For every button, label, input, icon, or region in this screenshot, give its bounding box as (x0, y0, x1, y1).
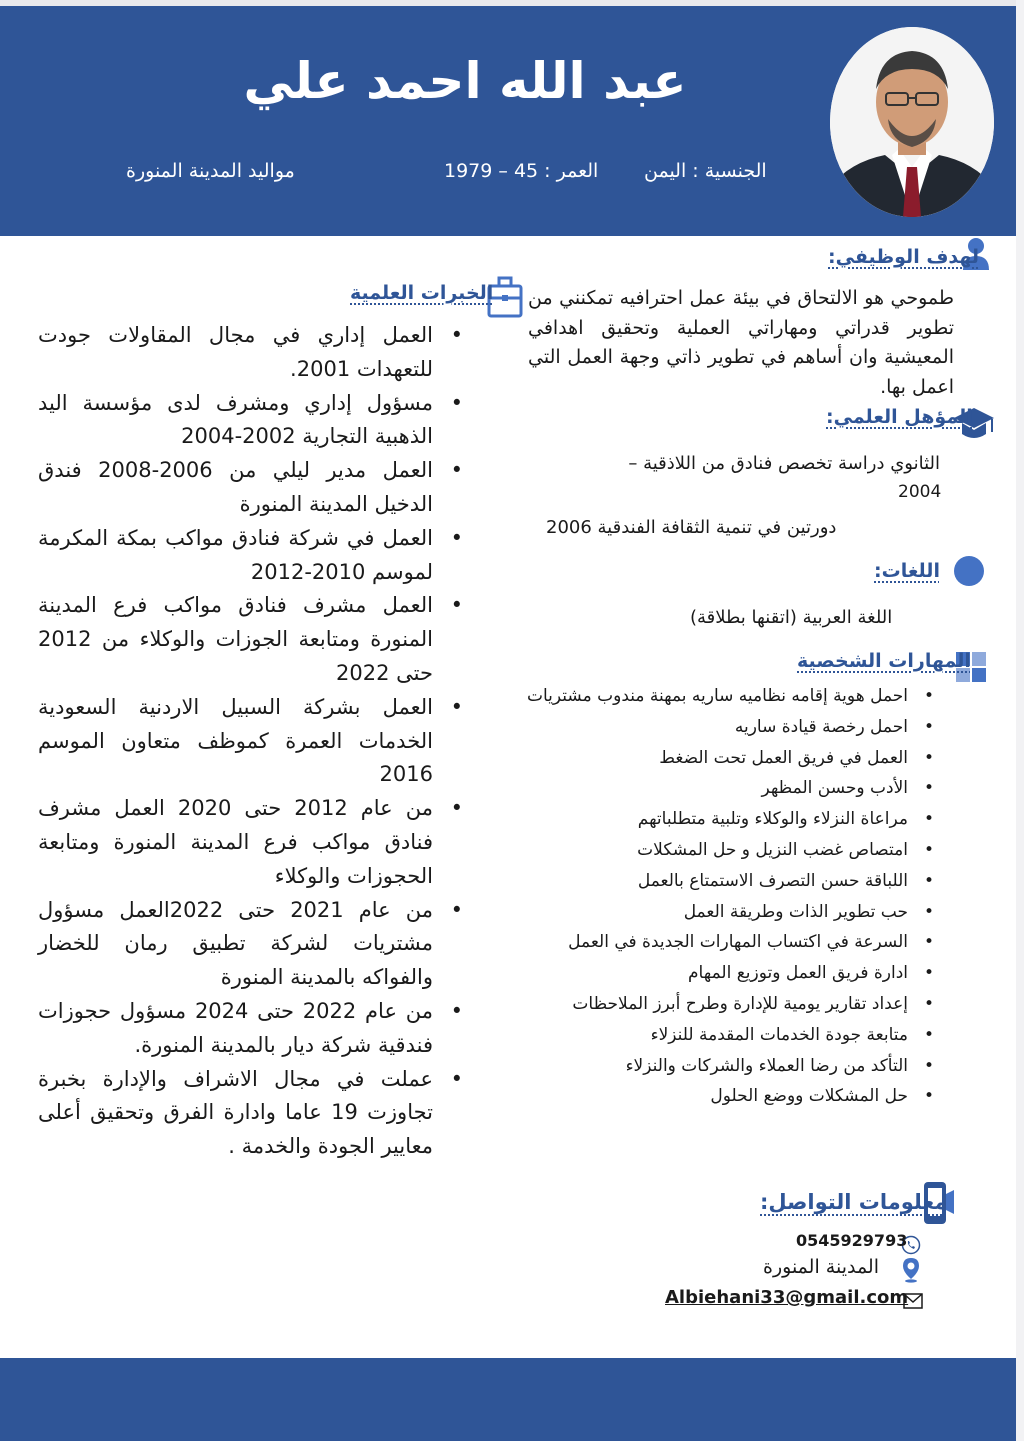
experience-list (38, 319, 473, 1164)
page-edge-right (1016, 0, 1024, 1441)
experience-item: • العمل إداري في مجال المقاولات جودت للتعهدات 2001. (38, 319, 473, 387)
skill-item: • متابعة جودة الخدمات المقدمة للنزلاء (525, 1020, 940, 1051)
age: العمر : 45 – 1979 (444, 160, 599, 182)
skill-item: • حل المشكلات ووضع الحلول (525, 1081, 940, 1112)
experience-item: • من عام 2012 حتى 2020 العمل مشرف فنادق مواكب فرع المدينة المنورة ومتابعة الحجوزات والوكلاء (38, 792, 473, 893)
skill-item: • مراعاة النزلاء والوكلاء وتلبية متطلباتهم (525, 804, 940, 835)
experience-item: • العمل بشركة السبيل الاردنية السعودية الخدمات العمرة كموظف متعاون الموسم 2016 (38, 691, 473, 792)
globe-icon (953, 555, 985, 591)
skill-item: • امتصاص غضب النزيل و حل المشكلات (525, 835, 940, 866)
contact-phone[interactable]: 0545929793 (796, 1231, 908, 1250)
experience-item: • عملت في مجال الاشراف والإدارة بخبرة تجاوزت 19 عاما وادارة الفرق وتحقيق أعلى معايير الجودة والخدمة . (38, 1063, 473, 1164)
skill-item: • العمل في فريق العمل تحت الضغط (525, 743, 940, 774)
experience-item: • العمل مشرف فنادق مواكب فرع المدينة المنورة ومتابعة الجوزات والوكلاء من 2012 حتى 2022 (38, 589, 473, 690)
contact-city: المدينة المنورة (763, 1256, 880, 1278)
experience-item: • من عام 2021 حتى 2022العمل مسؤول مشتريات لشركة تطبيق رمان للخضار والفواكه بالمدينة المنورة (38, 894, 473, 995)
experience-title: الخبرات العلمية (350, 282, 494, 304)
nationality: الجنسية : اليمن (644, 160, 767, 182)
skill-item: • السرعة في اكتساب المهارات الجديدة في العمل (525, 927, 940, 958)
skill-item: • اللباقة حسن التصرف الاستمتاع بالعمل (525, 866, 940, 897)
contact-email[interactable]: Albiehani33@gmail.com (665, 1287, 909, 1308)
skill-item: • احمل رخصة قيادة ساريه (525, 712, 940, 743)
objective-text: طموحي هو الالتحاق في بيئة عمل احترافيه تمكنني من تطوير قدراتي ومهاراتي العملية وتحقيق اهدافي المعيشية وان أساهم في تطوير ذاتي وجهة العمل التي اعمل بها. (528, 287, 954, 398)
experience-item: • العمل في شركة فنادق مواكب بمكة المكرمة لموسم 2010-2012 (38, 522, 473, 590)
objective-title: لهدف الوظيفي: (828, 246, 980, 268)
skills-title: المهارات الشخصية (797, 650, 971, 672)
languages-title: اللغات: (874, 560, 940, 582)
skill-item: • ادارة فريق العمل وتوزيع المهام (525, 958, 940, 989)
education-line-1: الثانوي دراسة تخصص فنادق من اللاذقية – (628, 453, 940, 474)
skill-item: • إعداد تقارير يومية للإدارة وطرح أبرز الملاحظات (525, 989, 940, 1020)
contact-title: معلومات التواصل: (760, 1190, 948, 1214)
location-pin-icon (902, 1257, 920, 1287)
language-arabic: اللغة العربية (اتقنها بطلاقة) (690, 607, 893, 628)
skill-item: • احمل هوية إقامه نظاميه ساريه بمهنة مندوب مشتريات (525, 681, 940, 712)
profile-photo (830, 27, 994, 217)
skill-item: • التأكد من رضا العملاء والشركات والنزلاء (525, 1051, 940, 1082)
education-line-2: دورتين في تنمية الثقافة الفندقية 2006 (546, 517, 837, 538)
experience-item: • من عام 2022 حتى 2024 مسؤول حجوزات فندقية شركة ديار بالمدينة المنورة. (38, 995, 473, 1063)
experience-item: • العمل مدير ليلي من 2006-2008 فندق الدخيل المدينة المنورة (38, 454, 473, 522)
experience-item: • مسؤول إداري ومشرف لدى مؤسسة اليد الذهبية التجارية 2002-2004 (38, 387, 473, 455)
full-name: عبد الله احمد علي (243, 52, 687, 110)
skill-item: • حب تطوير الذات وطريقة العمل (525, 897, 940, 928)
education-title: المؤهل العلمي: (826, 406, 973, 428)
education-year-1: 2004 (898, 482, 942, 502)
footer-band (0, 1358, 1016, 1441)
skill-item: • الأدب وحسن المظهر (525, 773, 940, 804)
skills-list (525, 681, 940, 1112)
birthplace: مواليد المدينة المنورة (126, 160, 295, 182)
